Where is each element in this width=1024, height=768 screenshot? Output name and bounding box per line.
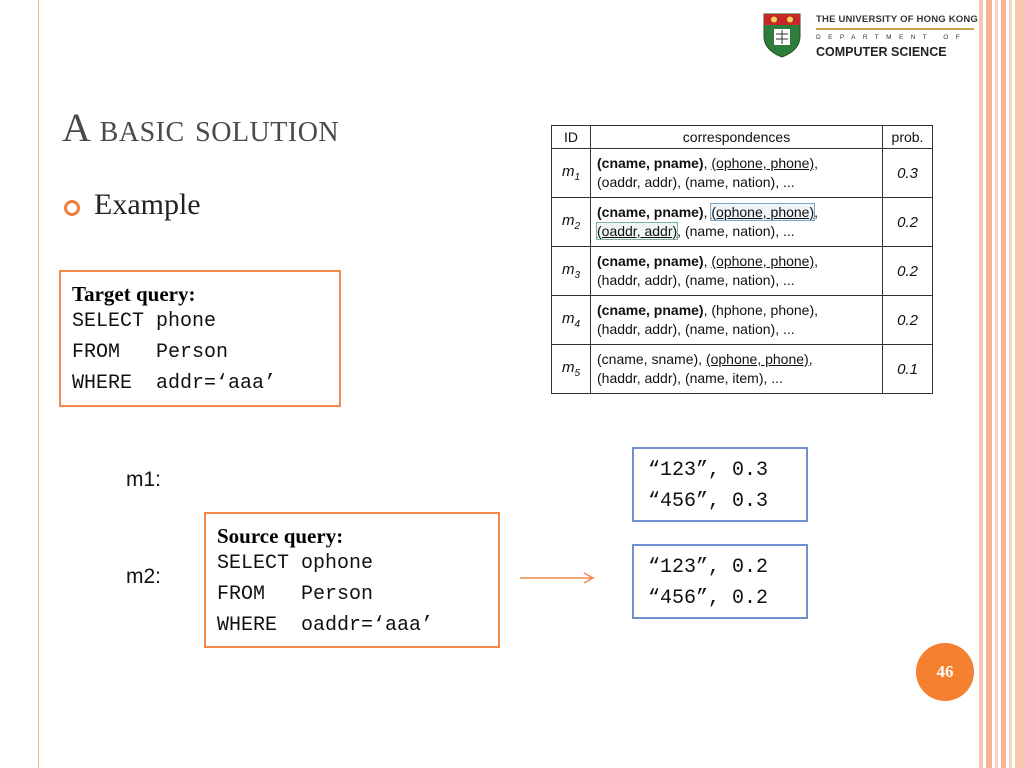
correspondence-text: (ophone, phone) (711, 253, 815, 269)
source-query-heading: Source query: (217, 524, 344, 548)
correspondence-text: (haddr, addr), (name, item), ... (597, 370, 783, 386)
correspondence-line (597, 222, 882, 241)
result-box-m2 (632, 544, 808, 619)
correspondence-text: (haddr, addr), (name, nation), ... (597, 321, 795, 337)
correspondence-text: , (name, nation), ... (677, 223, 795, 239)
target-query-box (59, 270, 341, 407)
correspondence-text: , (808, 351, 813, 367)
result-line: “123”, 0.3 (648, 459, 769, 482)
correspondence-text: , (hphone, phone), (703, 302, 819, 318)
table-row (552, 149, 933, 198)
correspondence-text: (cname, pname) (597, 204, 704, 220)
arrow-right-icon (520, 570, 596, 586)
correspondence-line (597, 350, 882, 369)
result-line: “456”, 0.2 (648, 587, 769, 610)
table-row (552, 247, 933, 296)
correspondence-text: (cname, pname) (597, 253, 704, 269)
right-stripe (979, 0, 983, 768)
correspondence-text: , (814, 253, 819, 269)
correspondence-text: (haddr, addr), (name, nation), ... (597, 272, 795, 288)
mapping-id: $m_2$ (552, 198, 591, 247)
correspondence-text: (oaddr, addr), (name, nation), ... (597, 174, 795, 190)
label-m1: m1: (126, 468, 162, 491)
bullet-icon (64, 200, 80, 216)
slide-title: A basic solution (62, 105, 340, 150)
right-stripe (1001, 0, 1006, 768)
table-row (552, 198, 933, 247)
logo-computer-science: COMPUTER SCIENCE (816, 45, 947, 59)
logo-department: DEPARTMENT OF (816, 34, 968, 41)
label-m2: m2: (126, 565, 162, 588)
probability-cell: 0.2 (883, 296, 933, 345)
university-crest-icon (762, 12, 802, 58)
header-correspondences: correspondences (591, 126, 883, 149)
source-query-line: WHERE oaddr=‘aaa’ (217, 614, 434, 637)
result-box-m1 (632, 447, 808, 522)
bullet-text: Example (94, 188, 201, 221)
right-stripe (1015, 0, 1024, 768)
probability-cell: 0.1 (883, 345, 933, 394)
target-query-heading: Target query: (72, 282, 196, 306)
result-line: “456”, 0.3 (648, 490, 769, 513)
correspondence-text: , (703, 204, 712, 220)
table-body (552, 149, 933, 394)
correspondences-cell (591, 345, 883, 394)
correspondences-cell (591, 296, 883, 345)
correspondence-text: (cname, pname) (597, 302, 704, 318)
right-stripe (1009, 0, 1012, 768)
correspondence-line (597, 252, 882, 271)
correspondence-line (597, 271, 882, 290)
header-id: ID (552, 126, 591, 149)
correspondence-line (597, 173, 882, 192)
correspondence-text: (ophone, phone) (711, 155, 815, 171)
page-number: 46 (916, 643, 974, 701)
source-query-box (204, 512, 500, 648)
source-query-line: FROM Person (217, 583, 374, 606)
correspondence-line (597, 369, 882, 388)
mapping-table (551, 125, 933, 394)
correspondence-line (597, 301, 882, 320)
mapping-id: $m_5$ (552, 345, 591, 394)
probability-cell: 0.2 (883, 198, 933, 247)
correspondence-text: , (814, 155, 819, 171)
target-query-line: SELECT phone (72, 310, 217, 333)
right-stripe (986, 0, 992, 768)
target-query-line: FROM Person (72, 341, 229, 364)
probability-cell: 0.3 (883, 149, 933, 198)
correspondence-line (597, 320, 882, 339)
logo-divider (816, 28, 974, 30)
left-decorative-line (38, 0, 39, 768)
target-query-line: WHERE addr=‘aaa’ (72, 372, 277, 395)
table-header-row (552, 126, 933, 149)
correspondences-cell (591, 247, 883, 296)
correspondence-text: (ophone, phone) (705, 351, 809, 367)
mapping-id: $m_1$ (552, 149, 591, 198)
result-line: “123”, 0.2 (648, 556, 769, 579)
mapping-id: $m_3$ (552, 247, 591, 296)
correspondences-cell (591, 198, 883, 247)
logo-university-name: THE UNIVERSITY OF HONG KONG (816, 14, 978, 25)
correspondences-cell (591, 149, 883, 198)
correspondence-line (597, 154, 882, 173)
probability-cell: 0.2 (883, 247, 933, 296)
correspondence-text: (ophone, phone) (711, 204, 815, 220)
correspondence-text: , (703, 155, 712, 171)
right-stripe (995, 0, 998, 768)
correspondence-text: , (814, 204, 819, 220)
table-row (552, 345, 933, 394)
table-row (552, 296, 933, 345)
correspondence-text: (cname, pname) (597, 155, 704, 171)
university-logo (762, 10, 978, 60)
correspondence-text: (oaddr, addr) (597, 223, 678, 239)
correspondence-line (597, 203, 882, 222)
header-prob: prob. (883, 126, 933, 149)
correspondence-text: (cname, sname), (597, 351, 706, 367)
correspondence-text: , (703, 253, 712, 269)
mapping-id: $m_4$ (552, 296, 591, 345)
source-query-line: SELECT ophone (217, 552, 374, 575)
